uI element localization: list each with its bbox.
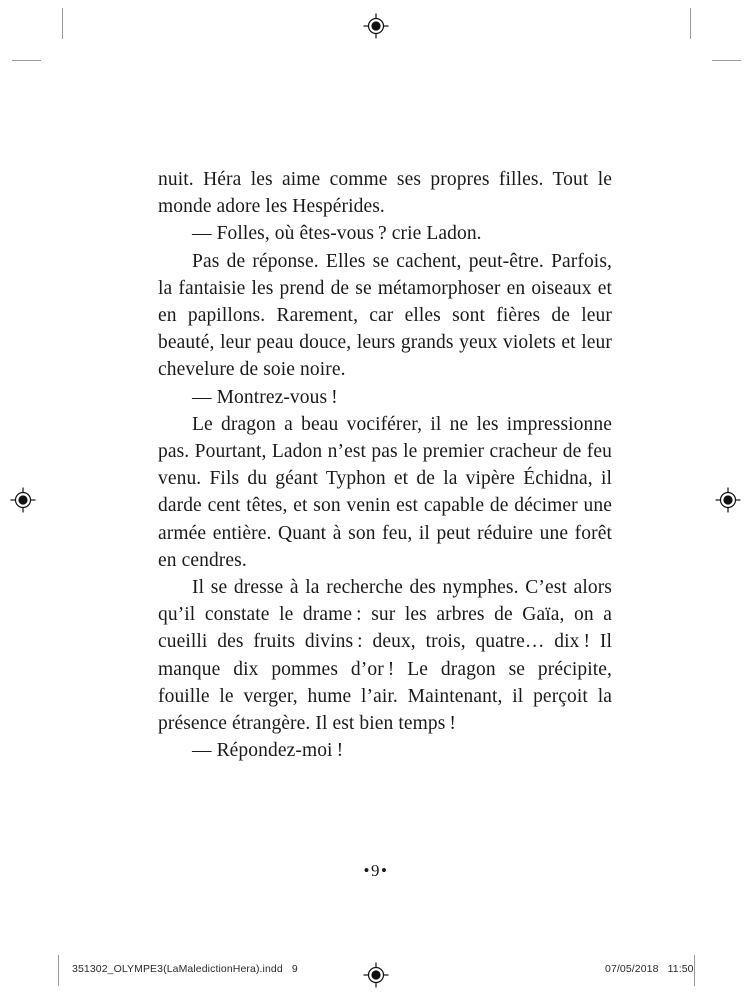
body-text-column [158, 166, 612, 764]
slug-rule-right [694, 955, 695, 986]
crop-mark-top-right-vertical [690, 8, 691, 39]
slug-filename: 351302_OLYMPE3(LaMaledictionHera).indd 9 [72, 963, 298, 975]
crop-mark-top-left-vertical [62, 8, 63, 39]
paragraph-dialogue: — Folles, où êtes-vous ? crie Ladon. [192, 223, 482, 245]
crop-mark-top-right-horizontal [712, 60, 741, 61]
slug-timestamp: 07/05/2018 11:50 [605, 963, 694, 975]
page-folio: •9• [363, 861, 389, 880]
registration-target-icon-bottom [363, 962, 389, 988]
paragraph: Il se dresse à la recherche des nymphes. C’est alors qu’il constate le drame : sur les arbres de Gaïa, on a cueilli des fruits divins : deux, trois, quatre… dix ! Il manque dix pommes d’or ! Le dragon se précipite, fouille le verger, hume l’air. Maintenant, il perçoit la présence étrangère. Il est bien temps ! [158, 577, 612, 735]
paragraph-dialogue: — Répondez-moi ! [192, 740, 344, 762]
registration-target-icon-top [363, 13, 389, 39]
paragraph-dialogue: — Montrez-vous ! [192, 386, 338, 408]
paragraph: Le dragon a beau vociférer, il ne les impressionne pas. Pourtant, Ladon n’est pas le premier cracheur de feu venu. Fils du géant Typhon et de la vipère Échidna, il darde cent têtes, et son venin est capable de décimer une armée entière. Quant à son feu, il peut réduire une forêt en cendres. [158, 413, 612, 571]
crop-mark-top-left-horizontal [12, 60, 41, 61]
paragraph: nuit. Héra les aime comme ses propres filles. Tout le monde adore les Hespérides. [158, 169, 612, 218]
paragraph: Pas de réponse. Elles se cachent, peut-être. Parfois, la fantaisie les prend de se métamorphoser en oiseaux et en papillons. Rarement, car elles sont fières de leur beauté, leur peau douce, leurs grands yeux violets et leur chevelure de soie noire. [158, 250, 612, 381]
registration-target-icon-right [715, 487, 741, 513]
registration-target-icon-left [10, 487, 36, 513]
slug-rule-left [58, 955, 59, 986]
